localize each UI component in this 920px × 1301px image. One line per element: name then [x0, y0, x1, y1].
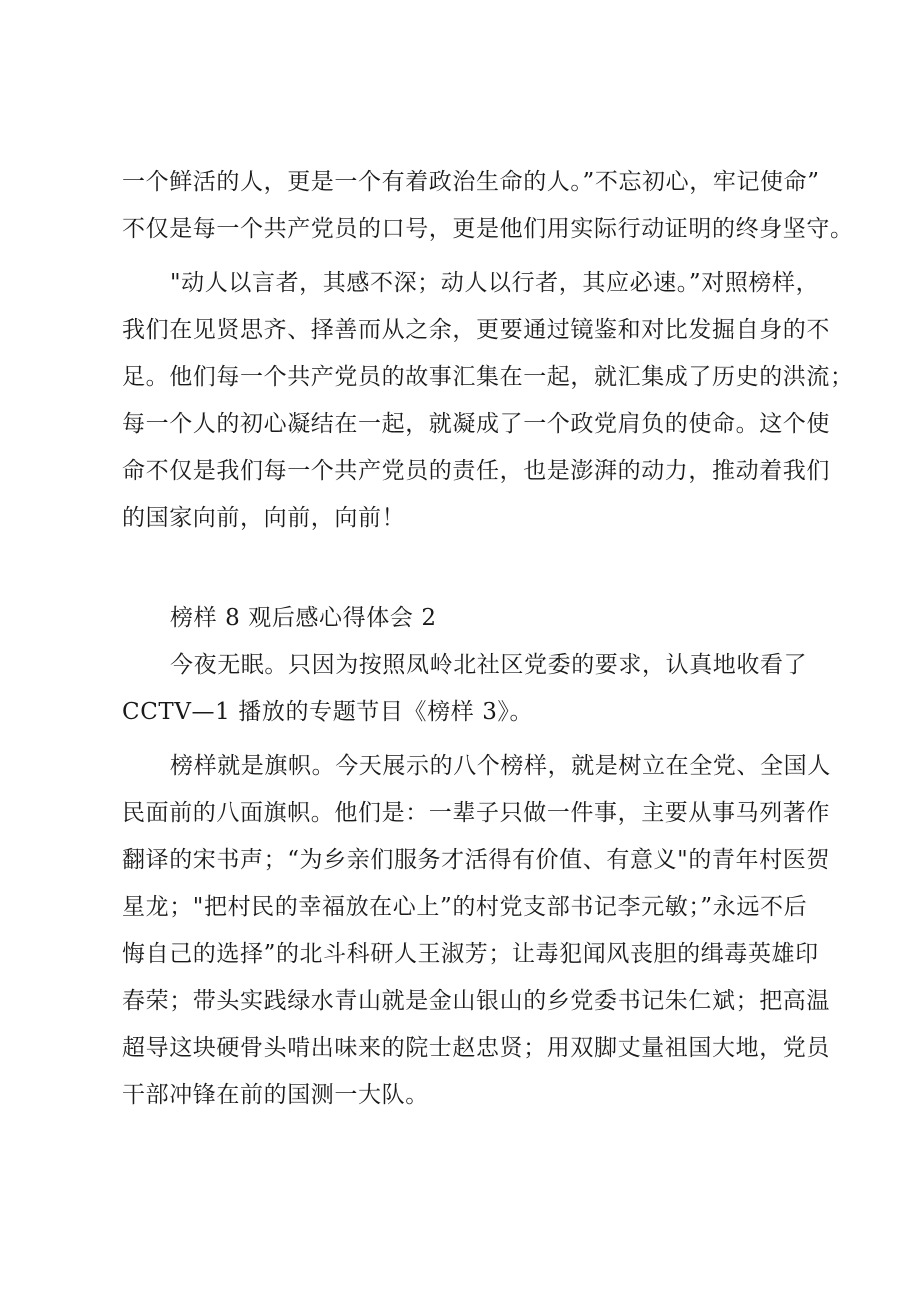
- text-line: 一个鲜活的人，更是一个有着政治生命的人。”不忘初心，牢记使命”: [122, 169, 820, 195]
- paragraph-start-line: 今夜无眠。只因为按照凤岭北社区党委的要求，认真地收看了: [170, 652, 808, 678]
- text-line: 的国家向前，向前，向前！: [122, 505, 406, 531]
- text-line: CCTV—1 播放的专题节目《榜样 3》。: [122, 699, 534, 725]
- text-line: 民面前的八面旗帜。他们是：一辈子只做一件事，主要从事马列著作: [122, 800, 830, 826]
- text-line: 我们在见贤思齐、择善而从之余，更要通过镜鉴和对比发掘自身的不: [122, 317, 830, 343]
- text-line: 春荣；带头实践绿水青山就是金山银山的乡党委书记朱仁斌；把高温: [122, 988, 830, 1014]
- section-heading: 榜样 8 观后感心得体会 2: [170, 605, 437, 631]
- paragraph-start-line: "动人以言者，其感不深；动人以行者，其应必速。”对照榜样，: [170, 270, 820, 296]
- text-line: 翻译的宋书声；“为乡亲们服务才活得有价值、有意义"的青年村医贺: [122, 847, 830, 873]
- text-line: 悔自己的选择”的北斗科研人王淑芳；让毒犯闻风丧胆的缉毒英雄印: [122, 941, 819, 967]
- text-line: 干部冲锋在前的国测一大队。: [122, 1082, 429, 1108]
- text-line: 足。他们每一个共产党员的故事汇集在一起，就汇集成了历史的洪流；: [122, 364, 854, 390]
- text-line: 星龙；"把村民的幸福放在心上”的村党支部书记李元敏；”永远不后: [122, 894, 808, 920]
- text-line: 不仅是每一个共产党员的口号，更是他们用实际行动证明的终身坚守。: [122, 216, 854, 242]
- text-line: 每一个人的初心凝结在一起，就凝成了一个政党肩负的使命。这个使: [122, 411, 830, 437]
- text-line: 命不仅是我们每一个共产党员的责任，也是澎湃的动力，推动着我们: [122, 458, 830, 484]
- paragraph-start-line: 榜样就是旗帜。今天展示的八个榜样，就是树立在全党、全国人: [170, 753, 831, 779]
- text-line: 超导这块硬骨头啃出味来的院士赵忠贤；用双脚丈量祖国大地，党员: [122, 1035, 830, 1061]
